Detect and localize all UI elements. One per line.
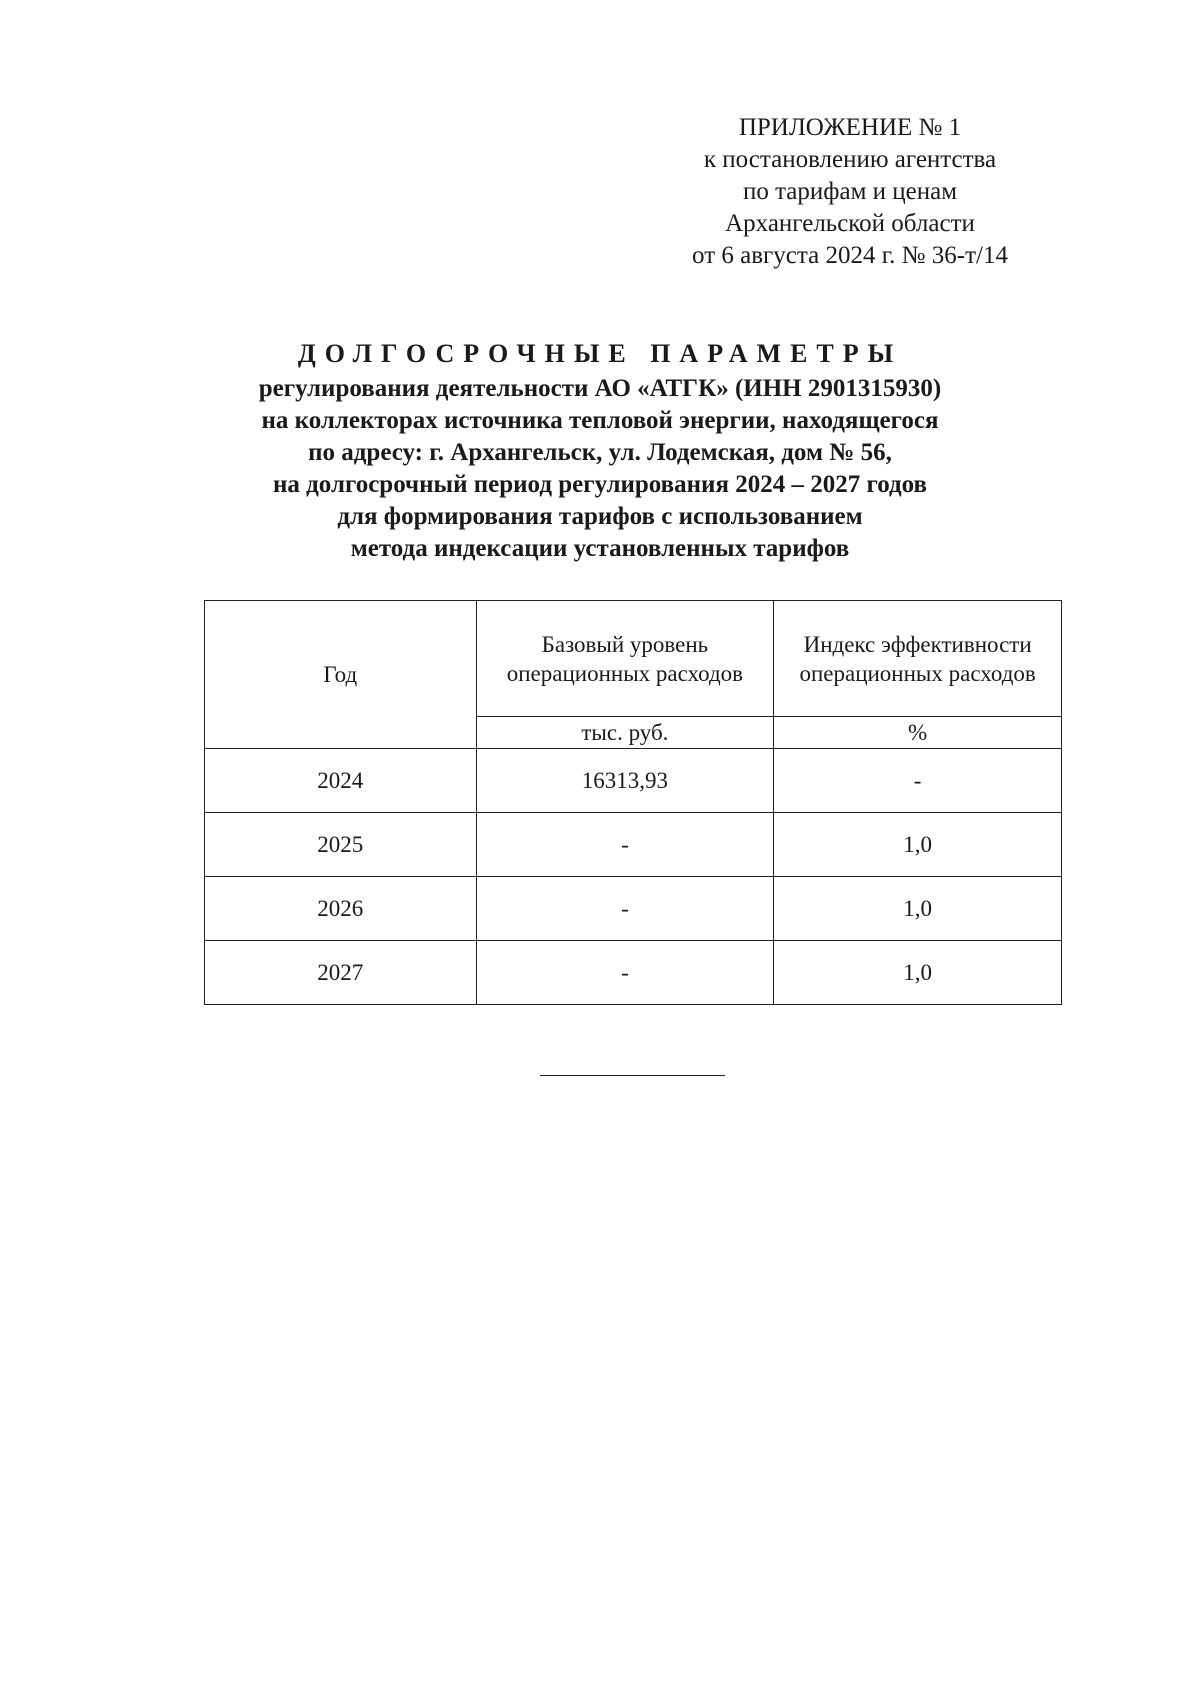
cell-base-level: 16313,93 <box>476 749 774 813</box>
title-main: ДОЛГОСРОЧНЫЕ ПАРАМЕТРЫ <box>297 339 903 368</box>
appendix-block <box>640 112 1060 272</box>
table-row <box>205 813 1062 877</box>
cell-base-level: - <box>476 877 774 941</box>
parameters-table <box>204 600 1062 1005</box>
header-base-level <box>476 601 774 717</box>
appendix-line: Архангельской области <box>725 210 975 237</box>
cell-year: 2025 <box>205 813 477 877</box>
table-header-row <box>205 601 1062 717</box>
table-row <box>205 941 1062 1005</box>
header-base-level-line1: Базовый уровень <box>541 631 709 657</box>
title-line: на долгосрочный период регулирования 2024 – 2027 годов <box>272 471 928 498</box>
cell-base-level: - <box>476 813 774 877</box>
appendix-line: к постановлению агентства <box>703 146 997 173</box>
title-line: на коллекторах источника тепловой энергии, находящегося <box>261 407 939 434</box>
table-row <box>205 877 1062 941</box>
document-title <box>150 336 1050 565</box>
appendix-line: по тарифам и ценам <box>742 178 958 205</box>
title-line: метода индексации установленных тарифов <box>350 535 850 562</box>
cell-efficiency: 1,0 <box>774 813 1062 877</box>
header-base-level-line2: операционных расходов <box>506 660 744 686</box>
cell-year: 2024 <box>205 749 477 813</box>
header-efficiency-line2: операционных расходов <box>799 660 1036 686</box>
header-efficiency-line1: Индекс эффективности <box>803 631 1032 657</box>
cell-efficiency: 1,0 <box>774 877 1062 941</box>
end-divider <box>540 1075 725 1076</box>
cell-efficiency: - <box>774 749 1062 813</box>
cell-base-level: - <box>476 941 774 1005</box>
title-line: регулирования деятельности АО «АТГК» (ИНН 2901315930) <box>258 375 942 402</box>
title-line: по адресу: г. Архангельск, ул. Лодемская, дом № 56, <box>308 439 892 466</box>
appendix-date-line: от 6 августа 2024 г. № 36-т/14 <box>692 242 1008 269</box>
unit-efficiency: % <box>774 717 1062 749</box>
title-line: для формирования тарифов с использованием <box>337 503 863 530</box>
cell-efficiency: 1,0 <box>774 941 1062 1005</box>
cell-year: 2027 <box>205 941 477 1005</box>
appendix-title: ПРИЛОЖЕНИЕ № 1 <box>738 114 962 141</box>
unit-base-level: тыс. руб. <box>476 717 774 749</box>
cell-year: 2026 <box>205 877 477 941</box>
header-year: Год <box>205 601 477 749</box>
table-row <box>205 749 1062 813</box>
header-efficiency-index <box>774 601 1062 717</box>
